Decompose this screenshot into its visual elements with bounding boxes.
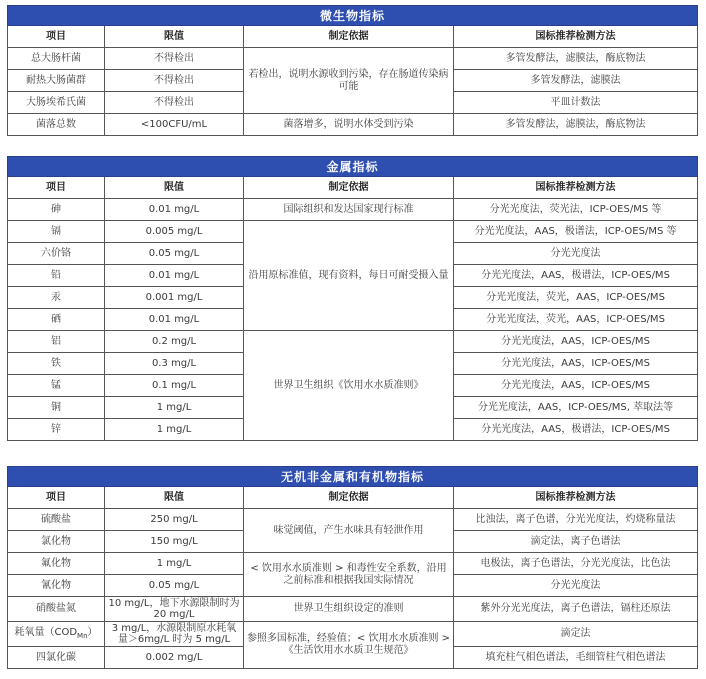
section-title-inorganic: 无机非金属和有机物指标 [8,467,698,487]
method-cell: 紫外分光光度法，离子色谱法，镉柱还原法 [454,597,698,622]
limit-cell: 0.01 mg/L [105,265,244,287]
limit-cell: 3 mg/L，水源限制原水耗氧量＞6mg/L 时为 5 mg/L [105,622,244,647]
basis-cell: 味觉阈值，产生水味具有轻泄作用 [244,509,454,553]
item-cell: 氟化物 [8,553,105,575]
limit-cell: 1 mg/L [105,419,244,441]
method-cell: 比浊法，离子色谱，分光光度法，灼烧称量法 [454,509,698,531]
limit-cell: 250 mg/L [105,509,244,531]
method-cell: 分光光度法，AAS，ICP-OES/MS, 萃取法等 [454,397,698,419]
method-cell: 电极法，离子色谱法，分光光度法，比色法 [454,553,698,575]
limit-cell: 10 mg/L，地下水源限制时为 20 mg/L [105,597,244,622]
item-cell: 大肠埃希氏菌 [8,92,105,114]
basis-cell: 参照多国标准，经验值；< 饮用水水质准则 > 《生活饮用水水质卫生规范》 [244,622,454,669]
table-row [8,331,698,353]
item-cell: 镉 [8,221,105,243]
metal-table [7,156,698,441]
col-header-method: 国标推荐检测方法 [454,26,698,48]
method-cell: 分光光度法，荧光法，ICP-OES/MS 等 [454,199,698,221]
method-cell: 分光光度法，荧光，AAS，ICP-OES/MS [454,287,698,309]
inorganic-section [7,466,697,669]
limit-cell: 不得检出 [105,70,244,92]
section-title-microbiology: 微生物指标 [8,6,698,26]
item-cell: 铝 [8,331,105,353]
metal-section [7,156,697,441]
method-cell: 分光光度法，AAS，极谱法，ICP-OES/MS [454,265,698,287]
item-cell: 砷 [8,199,105,221]
limit-cell: 0.05 mg/L [105,575,244,597]
method-cell: 多管发酵法，滤膜法 [454,70,698,92]
limit-cell: 0.005 mg/L [105,221,244,243]
col-header-basis: 制定依据 [244,487,454,509]
item-cell: 总大肠杆菌 [8,48,105,70]
col-header-limit: 限值 [105,487,244,509]
method-cell: 填充柱气相色谱法，毛细管柱气相色谱法 [454,647,698,669]
limit-cell: 1 mg/L [105,553,244,575]
table-row [8,48,698,70]
table-row [8,199,698,221]
table-row [8,221,698,243]
col-header-item: 项目 [8,26,105,48]
table-row [8,114,698,136]
item-cell: 六价铬 [8,243,105,265]
inorganic-table [7,466,698,669]
method-cell: 分光光度法，荧光，AAS，ICP-OES/MS [454,309,698,331]
col-header-method: 国标推荐检测方法 [454,487,698,509]
basis-cell: < 饮用水水质准则 > 和毒性安全系数，沿用之前标准和根据我国实际情况 [244,553,454,597]
col-header-basis: 制定依据 [244,177,454,199]
col-header-limit: 限值 [105,177,244,199]
basis-cell: 世界卫生组织《饮用水水质准则》 [244,331,454,441]
microbiology-table [7,5,698,136]
limit-cell: 1 mg/L [105,397,244,419]
limit-cell: 0.002 mg/L [105,647,244,669]
method-cell: 分光光度法，AAS，ICP-OES/MS [454,353,698,375]
item-cell: 氰化物 [8,575,105,597]
item-cell: 锰 [8,375,105,397]
limit-cell: 不得检出 [105,92,244,114]
item-text: 耗氧量（COD [14,626,78,638]
method-cell: 多管发酵法，滤膜法，酶底物法 [454,114,698,136]
item-cell: 四氯化碳 [8,647,105,669]
item-cell: 汞 [8,287,105,309]
basis-cell: 世界卫生组织设定的准则 [244,597,454,622]
method-cell: 分光光度法，AAS，ICP-OES/MS [454,375,698,397]
method-cell: 分光光度法 [454,575,698,597]
method-cell: 滴定法，离子色谱法 [454,531,698,553]
method-cell: 分光光度法 [454,243,698,265]
limit-cell: 0.2 mg/L [105,331,244,353]
col-header-limit: 限值 [105,26,244,48]
item-cell: 硒 [8,309,105,331]
section-title-metal: 金属指标 [8,157,698,177]
limit-cell: 0.01 mg/L [105,309,244,331]
method-cell: 滴定法 [454,622,698,647]
item-cell: 菌落总数 [8,114,105,136]
method-cell: 平皿计数法 [454,92,698,114]
item-cell: 氯化物 [8,531,105,553]
item-cell: 锌 [8,419,105,441]
item-cell: 硫酸盐 [8,509,105,531]
col-header-method: 国标推荐检测方法 [454,177,698,199]
item-text-tail: ） [87,626,98,638]
limit-cell: 不得检出 [105,48,244,70]
item-subscript: Mn [77,631,88,640]
basis-cell: 菌落增多，说明水体受到污染 [244,114,454,136]
limit-cell: 0.3 mg/L [105,353,244,375]
basis-cell: 若检出，说明水源收到污染，存在肠道传染病可能 [244,48,454,114]
table-row [8,553,698,575]
method-cell: 分光光度法，AAS，ICP-OES/MS [454,331,698,353]
col-header-item: 项目 [8,177,105,199]
col-header-basis: 制定依据 [244,26,454,48]
limit-cell: 0.1 mg/L [105,375,244,397]
item-cell: 铁 [8,353,105,375]
method-cell: 多管发酵法，滤膜法，酶底物法 [454,48,698,70]
method-cell: 分光光度法，AAS，极谱法，ICP-OES/MS 等 [454,221,698,243]
limit-cell: 0.01 mg/L [105,199,244,221]
item-cell: 铅 [8,265,105,287]
table-row [8,509,698,531]
table-row [8,622,698,647]
limit-cell: 150 mg/L [105,531,244,553]
limit-cell: 0.001 mg/L [105,287,244,309]
basis-cell: 国际组织和发达国家现行标准 [244,199,454,221]
table-row [8,597,698,622]
item-cell: 硝酸盐氮 [8,597,105,622]
microbiology-section [7,5,697,136]
item-cell: 耐热大肠菌群 [8,70,105,92]
item-cell [8,622,105,647]
limit-cell: 0.05 mg/L [105,243,244,265]
limit-cell: <100CFU/mL [105,114,244,136]
col-header-item: 项目 [8,487,105,509]
method-cell: 分光光度法，AAS，极谱法，ICP-OES/MS [454,419,698,441]
item-cell: 铜 [8,397,105,419]
basis-cell: 沿用原标准值，现有资料，每日可耐受摄入量 [244,221,454,331]
